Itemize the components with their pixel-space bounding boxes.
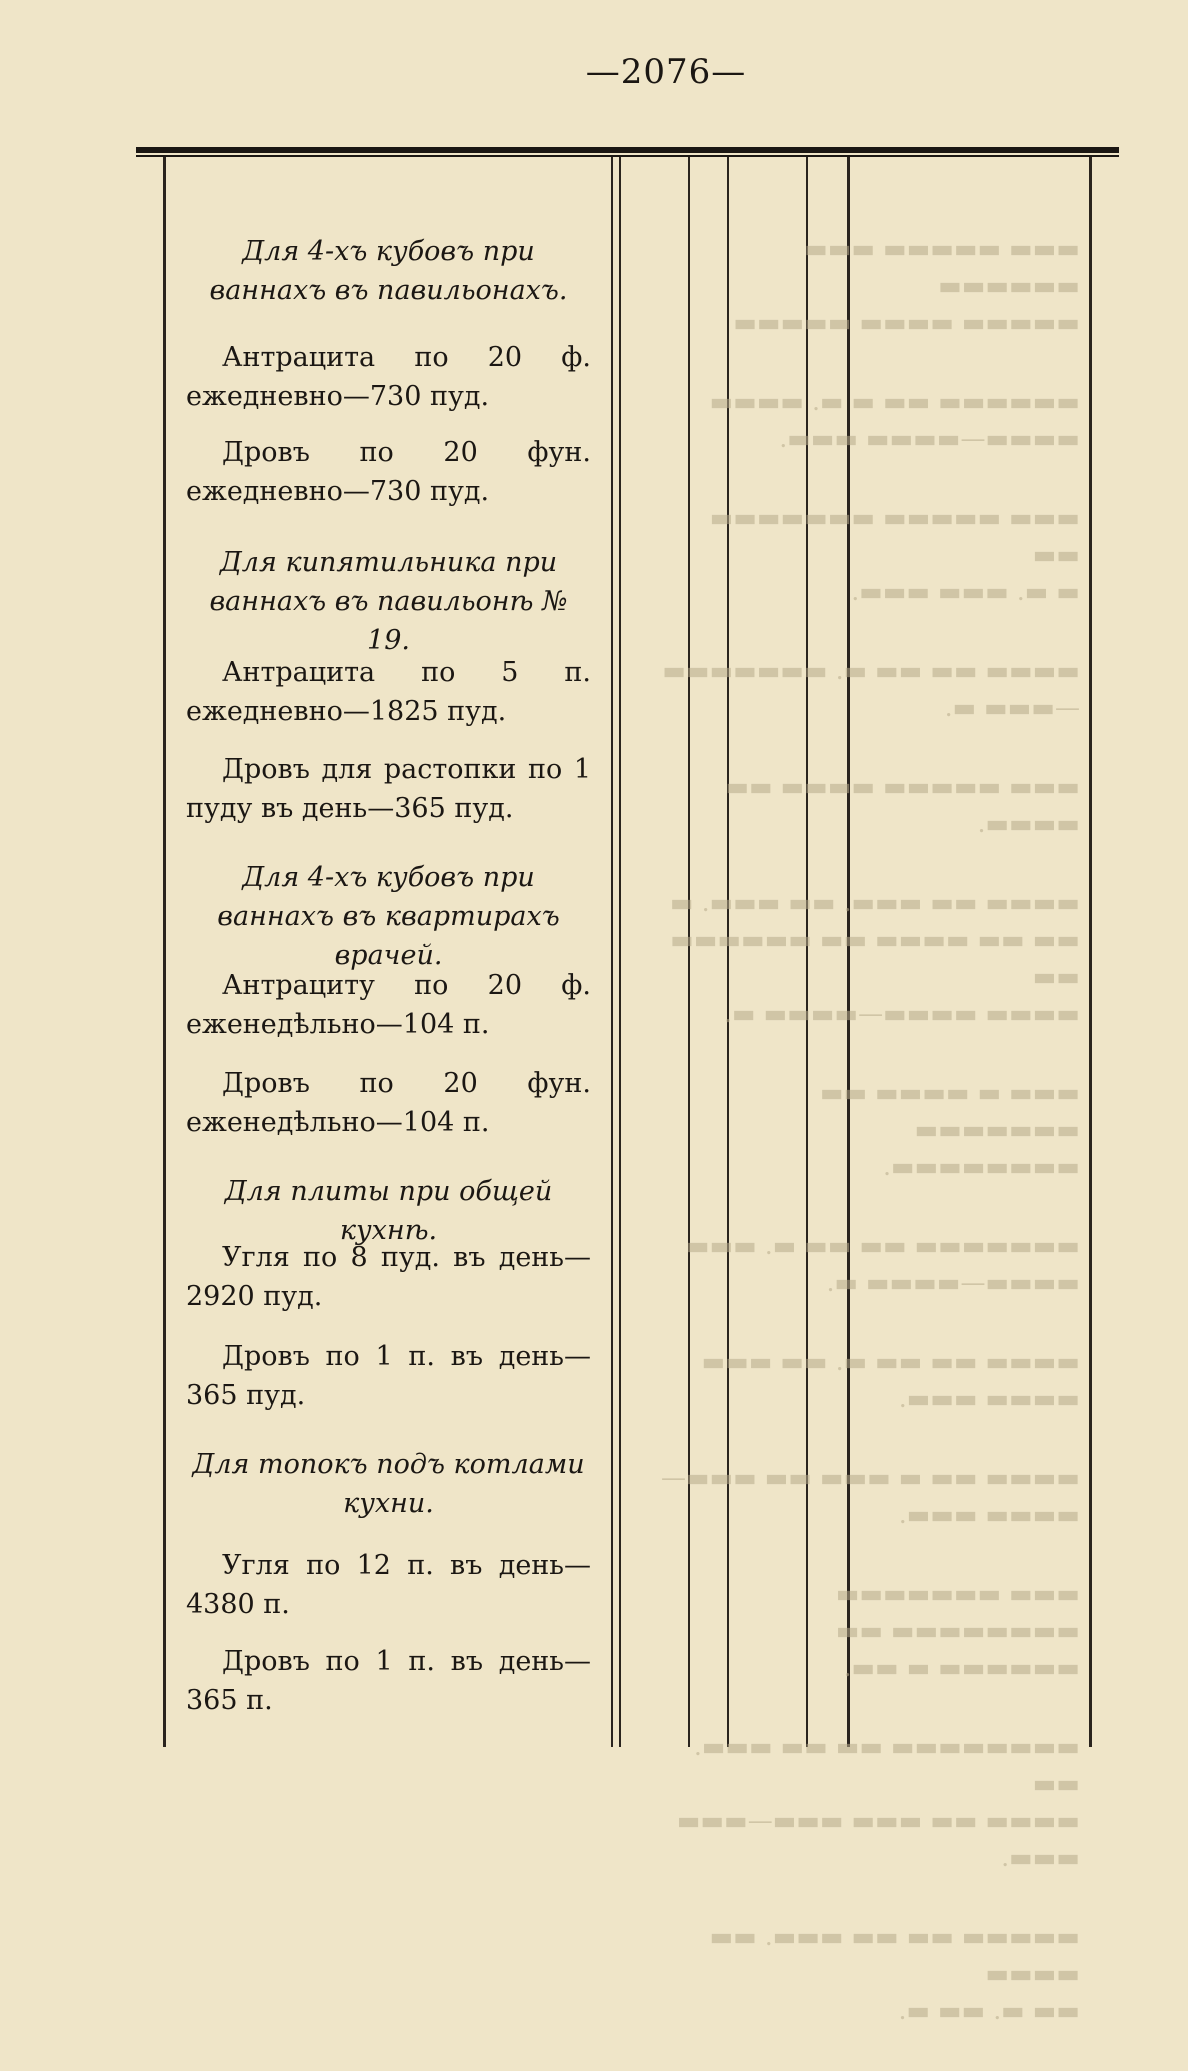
column-line-2 [619, 157, 621, 1747]
fuel-entry: Антрациту по 20 ф. еженедѣльно—104 п. [186, 970, 591, 1040]
page-number: —2076— [585, 52, 747, 92]
section-heading: Для плиты при общей кухнѣ. [224, 1176, 553, 1246]
section-heading: Для кипятильника при ваннахъ въ павильонѣ № 19. [209, 547, 568, 656]
table-top-rule [136, 147, 1119, 153]
fuel-entry: Дровъ по 1 п. въ день—365 пуд. [186, 1341, 591, 1411]
fuel-entry: Угля по 8 пуд. въ день—2920 пуд. [186, 1242, 591, 1312]
reverse-page-bleed: ▬▬▬ ▬▬▬▬▬ ▬▬▬ ▬▬▬▬▬▬ ▬▬▬▬▬ ▬▬▬▬ ▬▬▬▬▬ ▬▬▬▬▬▬ ▬▬ ▬ ▬. ▬▬▬▬ ▬▬▬▬—▬▬▬▬ ▬▬▬. ▬▬▬ ▬▬▬▬▬ ▬▬▬▬▬▬▬ ▬▬ ▬ ▬. ▬▬▬ ▬▬▬. ▬▬▬▬ ▬▬ ▬▬ ▬. ▬▬▬▬▬▬▬ —▬▬▬ ▬. ▬▬▬ ▬▬▬▬▬ ▬▬▬▬ ▬▬ ▬▬▬▬. ▬▬▬▬ ▬▬ ▬▬▬. ▬▬ ▬▬▬. ▬ ▬▬ ▬▬ ▬▬▬▬ ▬▬ ▬▬▬▬▬▬ ▬▬ ▬▬▬▬ ▬▬▬▬—▬▬▬▬ ▬. ▬▬▬ ▬ ▬▬▬▬ ▬▬ ▬▬▬▬▬▬▬ ▬▬▬▬▬▬▬▬. ▬▬▬▬▬▬▬ ▬▬ ▬▬ ▬. ▬▬▬ ▬▬▬▬—▬▬▬▬ ▬. ▬▬▬▬ ▬▬ ▬▬ ▬. ▬▬ ▬▬▬ ▬▬▬▬ ▬▬▬. ▬▬▬▬ ▬▬ ▬ ▬▬▬ ▬▬ ▬▬▬— ▬▬▬▬ ▬▬▬. ▬▬▬ ▬▬▬▬▬▬▬ ▬▬▬▬▬▬▬▬ ▬▬ ▬▬▬▬▬▬ ▬ ▬▬. ▬▬▬▬▬▬▬▬ ▬▬ ▬▬ ▬▬▬. ▬▬ ▬▬▬▬ ▬▬ ▬▬▬ ▬▬▬—▬▬▬ ▬▬▬. ▬▬▬▬▬ ▬▬ ▬▬ ▬▬▬. ▬▬ ▬▬▬▬ ▬▬ ▬. ▬▬ ▬. [660, 234, 1080, 2025]
column-line-right [1089, 157, 1092, 1747]
section-heading: Для топокъ подъ котлами кухни. [192, 1449, 585, 1519]
fuel-entry: Дровъ по 1 п. въ день—365 п. [186, 1646, 591, 1716]
fuel-entry: Антрацита по 20 ф. ежедневно—730 пуд. [186, 342, 591, 412]
section-heading: Для 4-хъ кубовъ при ваннахъ въ павильонахъ. [209, 236, 568, 306]
fuel-entry: Дровъ по 20 фун. ежедневно—730 пуд. [186, 437, 591, 507]
fuel-entry: Антрацита по 5 п. ежедневно—1825 пуд. [186, 657, 591, 727]
column-line-1 [611, 157, 613, 1747]
section-heading: Для 4-хъ кубовъ при ваннахъ въ квартирахъ врачей. [217, 862, 560, 971]
fuel-entry: Дровъ по 20 фун. еженедѣльно—104 п. [186, 1068, 591, 1138]
fuel-entry: Угля по 12 п. въ день—4380 п. [186, 1550, 591, 1620]
fuel-entry: Дровъ для растопки по 1 пуду въ день—365 пуд. [186, 754, 591, 824]
column-line-left [163, 157, 166, 1747]
table-top-rule-thin [136, 155, 1119, 157]
